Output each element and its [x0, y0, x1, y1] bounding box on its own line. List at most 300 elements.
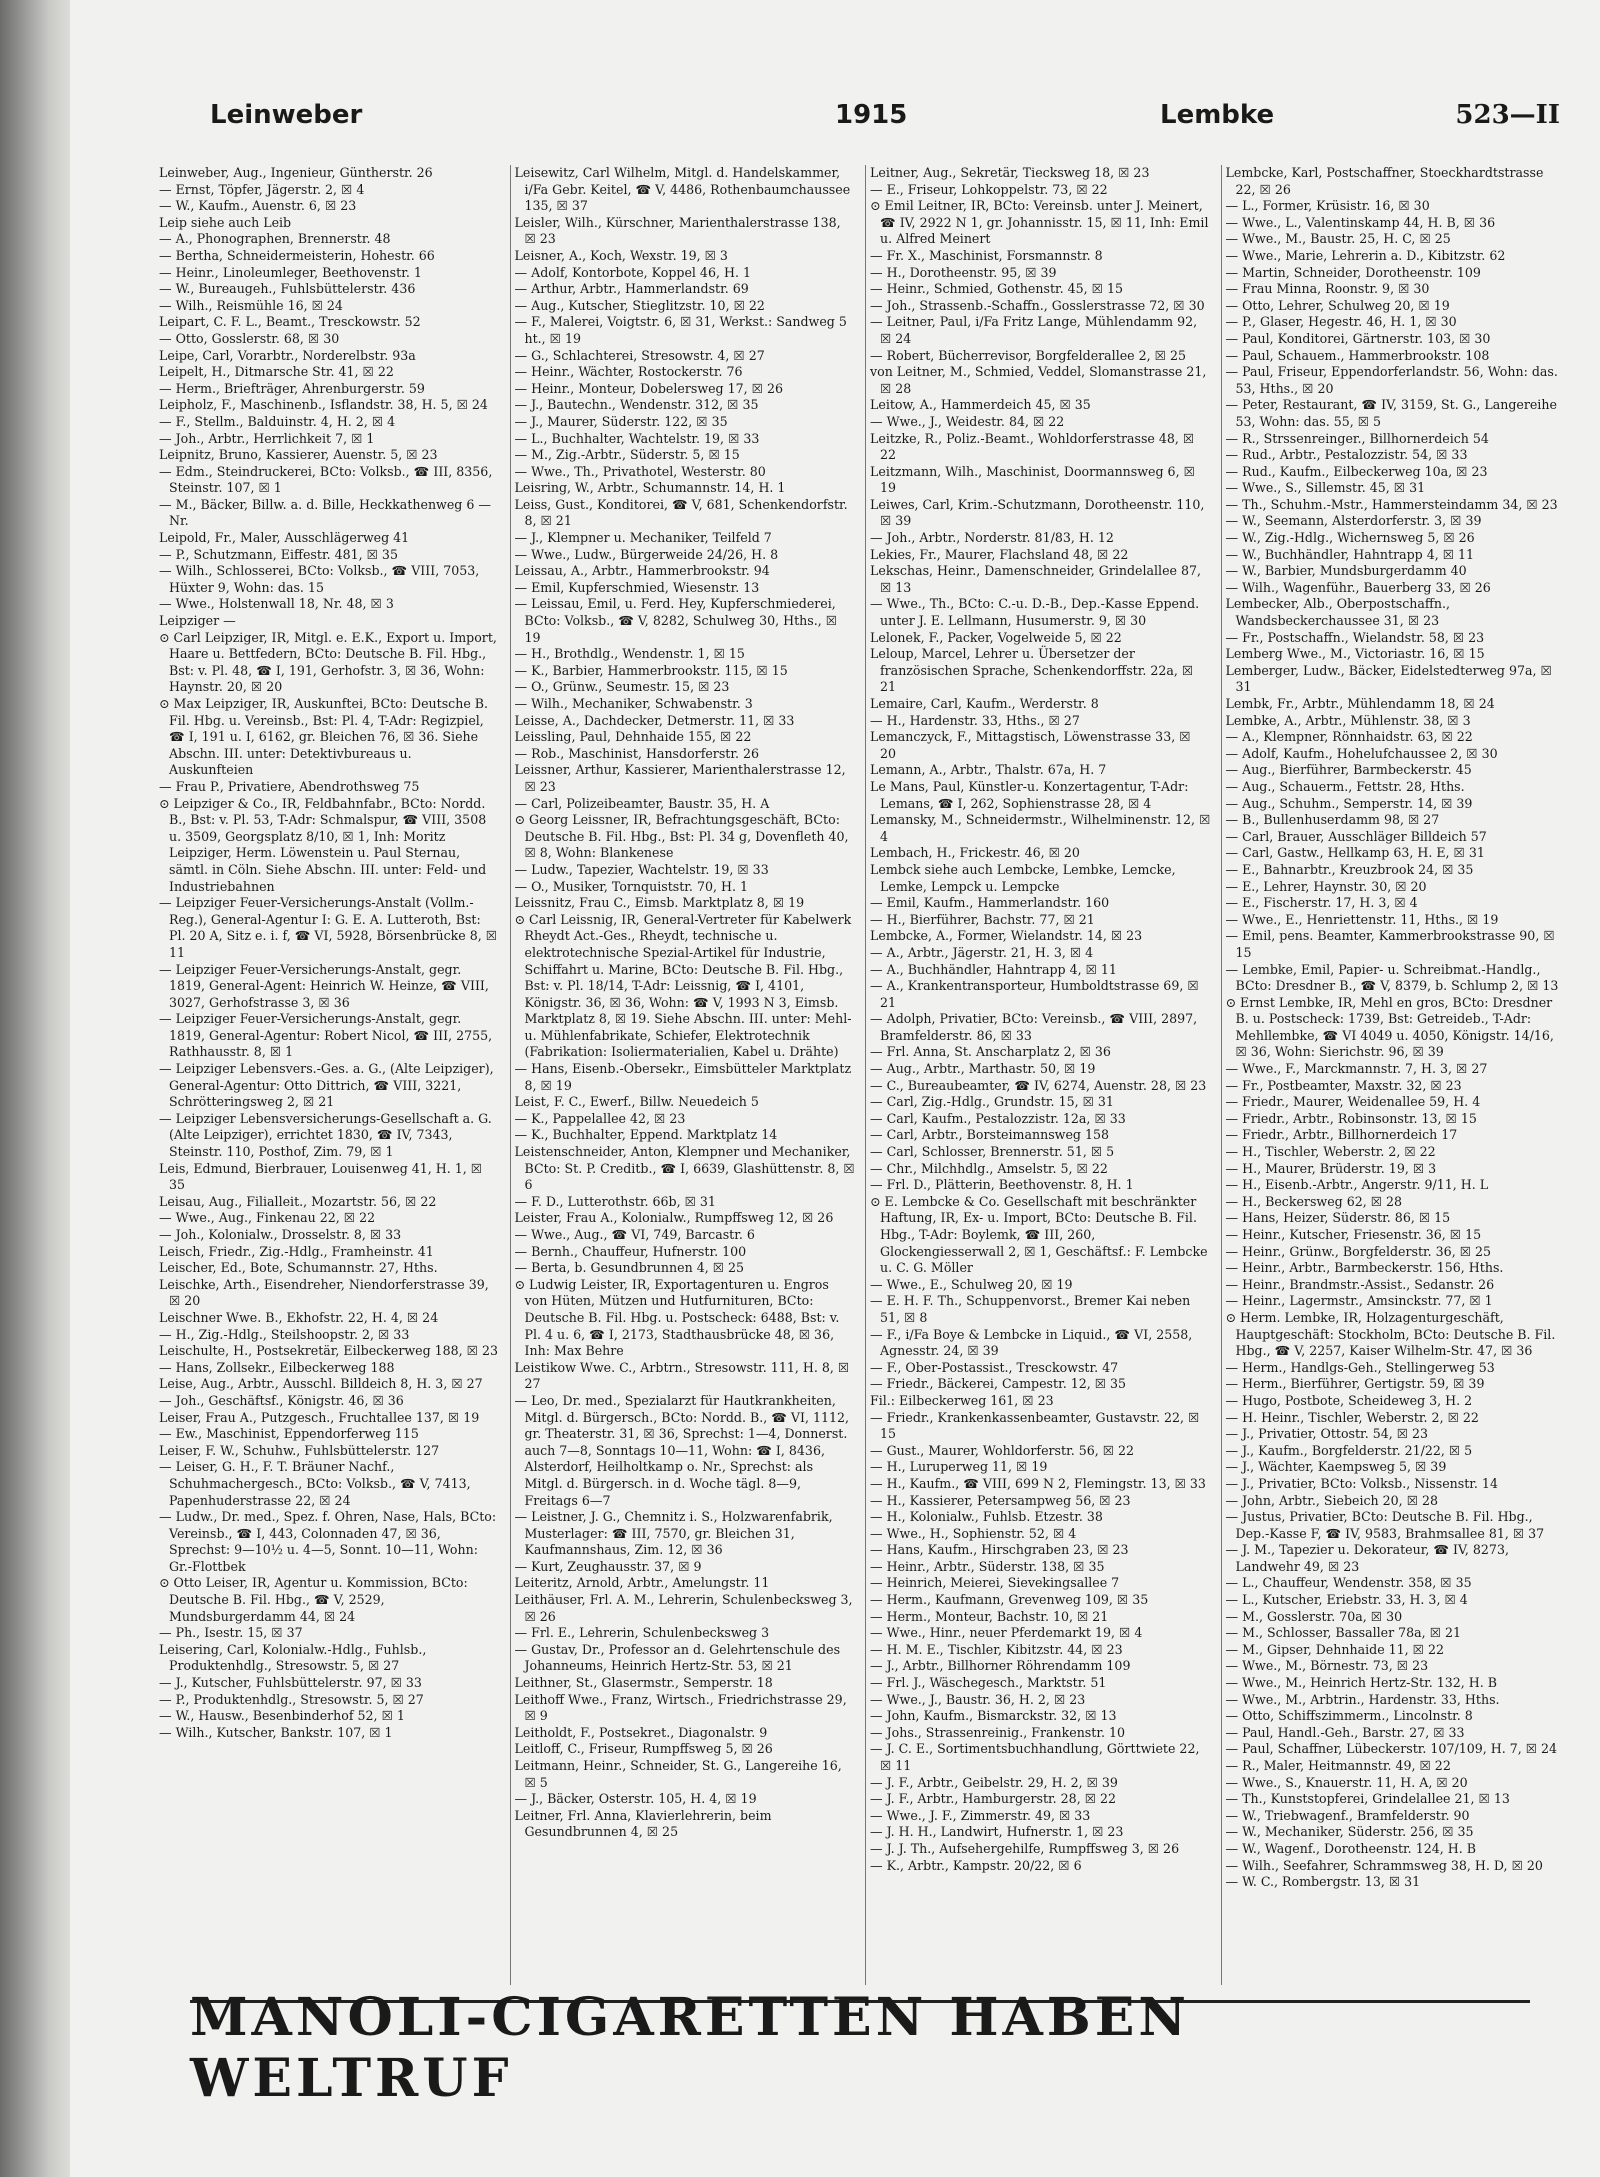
directory-entry: — Leiser, G. H., F. T. Bräuner Nachf., Schuhmachergesch., BCto: Volksb., ☎ V, 7413, Papenhuderstrasse 22, ☒ 24 [159, 1459, 471, 1508]
directory-entry: — Friedr., Arbtr., Billhornerdeich 17 [1225, 1127, 1458, 1143]
directory-entry: Leisring, W., Arbtr., Schumannstr. 14, H. 1 [514, 480, 786, 496]
directory-entry: — Leissau, Emil, u. Ferd. Hey, Kupferschmiederei, BCto: Volksb., ☎ V, 8282, Schulweg 30, Hths., ☒ 19 [514, 596, 838, 645]
directory-entry: — Heinr., Arbtr., Barmbeckerstr. 156, Hths. [1225, 1260, 1504, 1276]
directory-entry: — A., Buchhändler, Hahntrapp 4, ☒ 11 [870, 961, 1117, 977]
directory-entry: — E., Friseur, Lohkoppelstr. 73, ☒ 22 [870, 181, 1108, 197]
directory-entry: — J., Klempner u. Mechaniker, Teilfeld 7 [514, 530, 772, 546]
directory-entry: — M., Gipser, Dehnhaide 11, ☒ 22 [1225, 1641, 1444, 1657]
directory-entry: Leisering, Carl, Kolonialw.-Hdlg., Fuhlsb., Produktenhdlg., Stresowstr. 5, ☒ 27 [159, 1641, 427, 1674]
directory-entry: Lembk, Fr., Arbtr., Mühlendamm 18, ☒ 24 [1225, 696, 1495, 711]
header-left-word: Leinweber [210, 100, 363, 130]
directory-entry: — Friedr., Krankenkassenbeamter, Gustavstr. 22, ☒ 15 [870, 1409, 1200, 1442]
directory-entry: Leissling, Paul, Dehnhaide 155, ☒ 22 [514, 729, 752, 745]
directory-entry: — Kurt, Zeughausstr. 37, ☒ 9 [514, 1558, 702, 1574]
directory-entry: ⊙ Carl Leissnig, IR, General-Vertreter für Kabelwerk Rheydt Act.-Ges., Rheydt, technische u. elektrotechnische Spezial-Artikel für Industrie, Schiffahrt u. Marine, BCto: Deutsche B. Fil. Hbg., Bst: v. Pl. 18/14, T-Adr: Leissnig, ☎ I, 4101, Königstr. 36, ☒ 36, Wohn: ☎ V, 1993 N 3, Eimsb. Marktplatz 8, ☒ 19. Siehe Abschn. III. unter: Mehl- u. Mühlenfabrikate, Schiefer, Elektrotechnik (Fabrikation: Isoliermaterialien, Kabel u. Drähte) [514, 911, 852, 1060]
directory-entry: Leipart, C. F. L., Beamt., Tresckowstr. 52 [159, 314, 421, 330]
directory-entry: — J. H. H., Landwirt, Hufnerstr. 1, ☒ 23 [870, 1824, 1124, 1840]
directory-entry: — Th., Kunststopferei, Grindelallee 21, ☒ 13 [1225, 1791, 1510, 1807]
directory-entry: — Friedr., Bäckerei, Campestr. 12, ☒ 35 [870, 1376, 1127, 1392]
directory-entry: — P., Glaser, Hegestr. 46, H. 1, ☒ 30 [1225, 314, 1457, 330]
directory-entry: — K., Barbier, Hammerbrookstr. 115, ☒ 15 [514, 662, 788, 678]
directory-entry: Leischner Wwe. B., Ekhofstr. 22, H. 4, ☒ 24 [159, 1309, 439, 1325]
directory-entry: ⊙ Herm. Lembke, IR, Holzagenturgeschäft, Hauptgeschäft: Stockholm, BCto: Deutsche B. Fil. Hbg., ☎ V, 2257, Kaiser Wilhelm-Str. 47, ☒ 36 [1225, 1309, 1556, 1359]
directory-entry: — Leipziger Feuer-Versicherungs-Anstalt (Vollm.-Reg.), General-Agentur I: G. E. A. Lutteroth, Bst: Pl. 20 A, Sitz e. i. f, ☎ VI, 5928, Börsenbrücke 8, ☒ 11 [159, 895, 498, 960]
directory-entry: — Bertha, Schneidermeisterin, Hohestr. 66 [159, 247, 435, 263]
directory-entry: — Hans, Eisenb.-Obersekr., Eimsbütteler Marktplatz 8, ☒ 19 [514, 1061, 852, 1093]
directory-entry: — Wilh., Seefahrer, Schrammsweg 38, H. D, ☒ 20 [1225, 1857, 1543, 1873]
directory-entry: — Friedr., Arbtr., Robinsonstr. 13, ☒ 15 [1225, 1110, 1477, 1126]
directory-entry: — Heinr., Arbtr., Süderstr. 138, ☒ 35 [870, 1558, 1105, 1574]
directory-entry: — H., Tischler, Weberstr. 2, ☒ 22 [1225, 1144, 1436, 1160]
directory-entry: — A., Klempner, Rönnhaidstr. 63, ☒ 22 [1225, 729, 1473, 745]
directory-entry: — Leipziger Feuer-Versicherungs-Anstalt, gegr. 1819, General-Agent: Heinrich W. Heinze, ☎ VIII, 3027, Gerhofstrasse 3, ☒ 36 [159, 961, 489, 1010]
directory-entry: — J., Bäcker, Osterstr. 105, H. 4, ☒ 19 [514, 1791, 757, 1807]
directory-entry: — B., Bullenhuserdamm 98, ☒ 27 [1225, 812, 1440, 828]
directory-entry: — Joh., Kolonialw., Drosselstr. 8, ☒ 33 [159, 1227, 402, 1242]
directory-entry: Leitloff, C., Friseur, Rumpffsweg 5, ☒ 26 [514, 1741, 773, 1757]
directory-entry: — Heinr., Grünw., Borgfelderstr. 36, ☒ 25 [1225, 1243, 1492, 1259]
directory-entry: — H. M. E., Tischler, Kibitzstr. 44, ☒ 23 [870, 1641, 1123, 1657]
header-right-word: Lembke [1160, 100, 1275, 130]
directory-entry: — E., Bahnarbtr., Kreuzbrook 24, ☒ 35 [1225, 861, 1474, 877]
directory-entry: — Heinr., Kutscher, Friesenstr. 36, ☒ 15 [1225, 1227, 1482, 1242]
directory-entry: — Wwe., Hinr., neuer Pferdemarkt 19, ☒ 4 [870, 1625, 1143, 1641]
directory-entry: — Paul, Schaffner, Lübeckerstr. 107/109, H. 7, ☒ 24 [1225, 1741, 1558, 1757]
directory-entry: — Carl, Gastw., Hellkamp 63, H. E, ☒ 31 [1225, 845, 1485, 861]
directory-entry: — W., Kaufm., Auenstr. 6, ☒ 23 [159, 198, 357, 214]
directory-entry: — F. D., Lutterothstr. 66b, ☒ 31 [514, 1193, 716, 1209]
directory-entry: — J. F., Arbtr., Geibelstr. 29, H. 2, ☒ 39 [870, 1774, 1118, 1790]
directory-entry: — W. C., Rombergstr. 13, ☒ 31 [1225, 1874, 1421, 1890]
directory-entry: — Wwe., J., Baustr. 36, H. 2, ☒ 23 [870, 1691, 1086, 1707]
directory-entry: ⊙ Georg Leissner, IR, Befrachtungsgeschäft, BCto: Deutsche B. Fil. Hbg., Bst: Pl. 34 g, Dovenfleth 40, ☒ 8, Wohn: Blankenese [514, 812, 849, 861]
directory-entry: — Heinr., Monteur, Dobelersweg 17, ☒ 26 [514, 380, 783, 396]
directory-entry: Leitner, Aug., Sekretär, Tiecksweg 18, ☒ 23 [870, 165, 1150, 180]
directory-entry: — M., Gosslerstr. 70a, ☒ 30 [1225, 1608, 1403, 1624]
directory-entry: — L., Buchhalter, Wachtelstr. 19, ☒ 33 [514, 430, 760, 446]
directory-entry: — J. F., Arbtr., Hamburgerstr. 28, ☒ 22 [870, 1791, 1117, 1807]
directory-entry: Leiwes, Carl, Krim.-Schutzmann, Dorotheenstr. 110, ☒ 39 [870, 496, 1205, 529]
directory-entry: — Wwe., M., Baustr. 25, H. C, ☒ 25 [1225, 231, 1451, 247]
directory-entry: — Edm., Steindruckerei, BCto: Volksb., ☎ III, 8356, Steinstr. 107, ☒ 1 [159, 463, 493, 496]
directory-entry: — Wwe., Ludw., Bürgerweide 24/26, H. 8 [514, 546, 779, 562]
directory-entry: — Leipziger Lebensversicherungs-Gesellschaft a. G. (Alte Leipziger), errichtet 1830, ☎ IV, 7343, Steinstr. 110, Posthof, Zim. 79, ☒ 1 [159, 1110, 492, 1160]
directory-entry: Leitmann, Heinr., Schneider, St. G., Langereihe 16, ☒ 5 [514, 1758, 842, 1790]
directory-entry: — Ph., Isestr. 15, ☒ 37 [159, 1625, 303, 1641]
directory-entry: — Heinr., Wächter, Rostockerstr. 76 [514, 364, 743, 380]
directory-entry: — Ernst, Töpfer, Jägerstr. 2, ☒ 4 [159, 181, 365, 197]
directory-entry: — Aug., Schuhm., Semperstr. 14, ☒ 39 [1225, 795, 1473, 811]
directory-entry: — Herm., Kaufmann, Grevenweg 109, ☒ 35 [870, 1592, 1149, 1608]
directory-entry: — Carl, Kaufm., Pestalozzistr. 12a, ☒ 33 [870, 1110, 1126, 1126]
directory-entry: Leinweber, Aug., Ingenieur, Güntherstr. 26 [159, 165, 433, 180]
directory-entry: — Paul, Handl.-Geh., Barstr. 27, ☒ 33 [1225, 1724, 1465, 1740]
directory-entry: — H., Eisenb.-Arbtr., Angerstr. 9/11, H. L [1225, 1177, 1489, 1193]
directory-entry: — Peter, Restaurant, ☎ IV, 3159, St. G., Langereihe 53, Wohn: das. 55, ☒ 5 [1225, 397, 1557, 429]
directory-entry: — Heinr., Brandmstr.-Assist., Sedanstr. 26 [1225, 1276, 1495, 1292]
directory-entry: Leister, Frau A., Kolonialw., Rumpffsweg 12, ☒ 26 [514, 1210, 834, 1226]
directory-entry: Leipziger — [159, 613, 236, 629]
directory-entry: ⊙ Ludwig Leister, IR, Exportagenturen u. Engros von Hüten, Mützen und Hutfurnituren, BCto: Deutsche B. Fil. Hbg. u. Postscheck: 6488, Bst: v. Pl. 4 u. 6, ☎ I, 2173, Stadthausbrücke 48, ☒ 36, Inh: Max Behre [514, 1276, 840, 1359]
directory-entry: — Herm., Handlgs-Geh., Stellingerweg 53 [1225, 1359, 1495, 1375]
directory-entry: — H., Luruperweg 11, ☒ 19 [870, 1459, 1048, 1475]
directory-entry: — Wwe., J., Weidestr. 84, ☒ 22 [870, 413, 1065, 429]
directory-entry: — Bernh., Chauffeur, Hufnerstr. 100 [514, 1243, 747, 1259]
directory-entry: — M., Schlosser, Bassaller 78a, ☒ 21 [1225, 1625, 1462, 1641]
directory-entry: — Frl. E., Lehrerin, Schulenbecksweg 3 [514, 1625, 770, 1641]
directory-entry: — Wwe., H., Sophienstr. 52, ☒ 4 [870, 1525, 1077, 1541]
directory-column-4 [1221, 165, 1571, 1985]
directory-entry: Leissner, Arthur, Kassierer, Marienthalerstrasse 12, ☒ 23 [514, 762, 846, 794]
directory-entry: — Wilh., Wagenführ., Bauerberg 33, ☒ 26 [1225, 579, 1491, 595]
directory-entry: — W., Buchhändler, Hahntrapp 4, ☒ 11 [1225, 546, 1475, 562]
directory-entry: Lemberg Wwe., M., Victoriastr. 16, ☒ 15 [1225, 646, 1485, 662]
directory-entry: — Wwe., E., Henriettenstr. 11, Hths., ☒ 19 [1225, 911, 1499, 927]
directory-entry: Lembcke, Karl, Postschaffner, Stoeckhardtstrasse 22, ☒ 26 [1225, 165, 1544, 197]
directory-entry: — Paul, Friseur, Eppendorferlandstr. 56, Wohn: das. 53, Hths., ☒ 20 [1225, 364, 1558, 396]
directory-entry: — Hans, Kaufm., Hirschgraben 23, ☒ 23 [870, 1542, 1129, 1558]
directory-entry: — Herm., Bierführer, Gertigstr. 59, ☒ 39 [1225, 1376, 1485, 1392]
directory-entry: Lemaire, Carl, Kaufm., Werderstr. 8 [870, 696, 1099, 711]
directory-entry: — Hans, Zollsekr., Eilbeckerweg 188 [159, 1359, 395, 1375]
directory-entry: Lembck siehe auch Lembcke, Lembke, Lemcke, Lemke, Lempck u. Lempcke [870, 861, 1176, 894]
directory-entry: — Carl, Zig.-Hdlg., Grundstr. 15, ☒ 31 [870, 1094, 1114, 1110]
directory-entry: — A., Krankentransporteur, Humboldtstrasse 69, ☒ 21 [870, 978, 1199, 1010]
directory-entry: — Wwe., S., Sillemstr. 45, ☒ 31 [1225, 480, 1426, 496]
directory-entry: — Wilh., Reismühle 16, ☒ 24 [159, 297, 343, 313]
directory-entry: — J., Maurer, Süderstr. 122, ☒ 35 [514, 413, 728, 429]
directory-entry: — Wwe., Aug., ☎ VI, 749, Barcastr. 6 [514, 1227, 755, 1242]
directory-entry: — Aug., Kutscher, Stieglitzstr. 10, ☒ 22 [514, 297, 765, 313]
directory-entry: Leiser, Frau A., Putzgesch., Fruchtallee 137, ☒ 19 [159, 1409, 480, 1425]
directory-entry: — J., Kaufm., Borgfelderstr. 21/22, ☒ 5 [1225, 1442, 1473, 1458]
directory-entry: — J. M., Tapezier u. Dekorateur, ☎ IV, 8273, Landwehr 49, ☒ 23 [1225, 1542, 1509, 1574]
directory-entry: Leipold, Fr., Maler, Ausschlägerweg 41 [159, 530, 410, 546]
directory-entry: Leitholdt, F., Postsekret., Diagonalstr. 9 [514, 1724, 768, 1740]
directory-entry: — Wwe., Aug., Finkenau 22, ☒ 22 [159, 1210, 376, 1226]
directory-entry: — Fr., Postschaffn., Wielandstr. 58, ☒ 23 [1225, 629, 1485, 645]
directory-entry: Leithner, St., Glasermstr., Semperstr. 18 [514, 1675, 773, 1691]
header-year: 1915 [835, 100, 908, 130]
directory-entry: von Leitner, M., Schmied, Veddel, Slomanstrasse 21, ☒ 28 [870, 364, 1207, 396]
directory-entry: — Otto, Schiffszimmerm., Lincolnstr. 8 [1225, 1708, 1473, 1724]
directory-entry: — O., Grünw., Seumestr. 15, ☒ 23 [514, 679, 730, 695]
directory-entry: Leisch, Friedr., Zig.-Hdlg., Framheinstr. 41 [159, 1243, 434, 1259]
directory-entry: — M., Zig.-Arbtr., Süderstr. 5, ☒ 15 [514, 447, 740, 463]
directory-column-1 [155, 165, 504, 1985]
directory-entry: — F., Malerei, Voigtstr. 6, ☒ 31, Werkst.: Sandweg 5 ht., ☒ 19 [514, 314, 847, 346]
directory-entry: Leistenschneider, Anton, Klempner und Mechaniker, BCto: St. P. Creditb., ☎ I, 6639, Glashüttenstr. 8, ☒ 6 [514, 1144, 855, 1193]
directory-entry: — W., Seemann, Alsterdorferstr. 3, ☒ 39 [1225, 513, 1482, 529]
directory-entry: — Justus, Privatier, BCto: Deutsche B. Fil. Hbg., Dep.-Kasse F, ☎ IV, 9583, Brahmsallee 81, ☒ 37 [1225, 1509, 1545, 1541]
directory-entry: — Wwe., Th., Privathotel, Westerstr. 80 [514, 463, 766, 479]
directory-entry: — Carl, Brauer, Ausschläger Billdeich 57 [1225, 828, 1487, 844]
directory-entry: — Heinrich, Meierei, Sievekingsallee 7 [870, 1575, 1120, 1591]
directory-entry: — F., Ober-Postassist., Tresckowstr. 47 [870, 1359, 1119, 1375]
directory-entry: — W., Zig.-Hdlg., Wichernsweg 5, ☒ 26 [1225, 530, 1475, 546]
directory-entry: Leiser, F. W., Schuhw., Fuhlsbüttelerstr. 127 [159, 1442, 440, 1458]
directory-entry: ⊙ Leipziger & Co., IR, Feldbahnfabr., BCto: Nordd. B., Bst: v. Pl. 53, T-Adr: Schmalspur, ☎ VIII, 3508 u. 3509, Georgsplatz 8/10, ☒ 1, Inh: Moritz Leipziger, Herm. Löwenstein u. Paul Sternau, sämtl. in Cöln. Siehe Abschn. III. unter: Feld- und Industriebahnen [159, 795, 487, 894]
directory-entry: — Johs., Strassenreinig., Frankenstr. 10 [870, 1724, 1125, 1740]
directory-entry: Lembke, A., Arbtr., Mühlenstr. 38, ☒ 3 [1225, 712, 1471, 728]
directory-entry: — Rud., Kaufm., Eilbeckerweg 10a, ☒ 23 [1225, 463, 1488, 479]
directory-entry: — J. J. Th., Aufsehergehilfe, Rumpffsweg 3, ☒ 26 [870, 1840, 1180, 1856]
directory-entry: — R., Maler, Heitmannstr. 49, ☒ 22 [1225, 1758, 1451, 1773]
directory-entry: — John, Kaufm., Bismarckstr. 32, ☒ 13 [870, 1708, 1117, 1724]
directory-entry: — Hugo, Postbote, Scheideweg 3, H. 2 [1225, 1392, 1473, 1408]
directory-entry: — Emil, Kupferschmied, Wiesenstr. 13 [514, 579, 760, 595]
directory-entry: — J., Kutscher, Fuhlsbüttelerstr. 97, ☒ 33 [159, 1675, 422, 1691]
directory-entry: Leist, F. C., Ewerf., Billw. Neuedeich 5 [514, 1094, 759, 1110]
directory-entry: — Herm., Briefträger, Ahrenburgerstr. 59 [159, 380, 425, 396]
directory-entry: — Joh., Strassenb.-Schaffn., Gosslerstrasse 72, ☒ 30 [870, 297, 1205, 313]
directory-entry: — L., Former, Krüsistr. 16, ☒ 30 [1225, 198, 1430, 214]
directory-entry: — Emil, pens. Beamter, Kammerbrookstrasse 90, ☒ 15 [1225, 928, 1555, 960]
directory-entry: — K., Buchhalter, Eppend. Marktplatz 14 [514, 1127, 778, 1143]
directory-entry: — Heinr., Schmied, Gothenstr. 45, ☒ 15 [870, 281, 1123, 297]
page-number: 523—II [1455, 100, 1560, 130]
directory-entry: — E. H. F. Th., Schuppenvorst., Bremer Kai neben 51, ☒ 8 [870, 1293, 1191, 1325]
directory-entry: — Fr. X., Maschinist, Forsmannstr. 8 [870, 247, 1103, 263]
directory-entry: — John, Arbtr., Siebeich 20, ☒ 28 [1225, 1492, 1439, 1508]
directory-entry: — H., Dorotheenstr. 95, ☒ 39 [870, 264, 1057, 280]
directory-entry: — C., Bureaubeamter, ☎ IV, 6274, Auenstr. 28, ☒ 23 [870, 1077, 1207, 1093]
directory-entry: Leisau, Aug., Filialleit., Mozartstr. 56, ☒ 22 [159, 1193, 437, 1209]
directory-entry: — W., Triebwagenf., Bramfelderstr. 90 [1225, 1807, 1470, 1823]
directory-entry: — Otto, Lehrer, Schulweg 20, ☒ 19 [1225, 297, 1450, 313]
directory-entry: — Wwe., M., Börnestr. 73, ☒ 23 [1225, 1658, 1429, 1674]
directory-entry: — H., Maurer, Brüderstr. 19, ☒ 3 [1225, 1160, 1437, 1176]
directory-entry: Leithäuser, Frl. A. M., Lehrerin, Schulenbecksweg 3, ☒ 26 [514, 1592, 853, 1624]
directory-entry: Leischer, Ed., Bote, Schumannstr. 27, Hths. [159, 1260, 438, 1276]
directory-entry: — L., Chauffeur, Wendenstr. 358, ☒ 35 [1225, 1575, 1472, 1591]
directory-entry: — L., Kutscher, Eriebstr. 33, H. 3, ☒ 4 [1225, 1592, 1468, 1608]
directory-entry: — Arthur, Arbtr., Hammerlandstr. 69 [514, 281, 749, 297]
directory-entry: — H., Kolonialw., Fuhlsb. Etzestr. 38 [870, 1509, 1103, 1525]
directory-entry: Lekschas, Heinr., Damenschneider, Grindelallee 87, ☒ 13 [870, 563, 1202, 595]
directory-entry: Leipelt, H., Ditmarsche Str. 41, ☒ 22 [159, 364, 394, 380]
directory-entry: Leithoff Wwe., Franz, Wirtsch., Friedrichstrasse 29, ☒ 9 [514, 1691, 847, 1724]
directory-entry: — Leistner, J. G., Chemnitz i. S., Holzwarenfabrik, Musterlager: ☎ III, 7570, gr. Bleichen 31, Kaufmannshaus, Zim. 12, ☒ 36 [514, 1509, 833, 1558]
directory-entry: — Gust., Maurer, Wohldorferstr. 56, ☒ 22 [870, 1442, 1135, 1458]
book-spine [0, 0, 70, 2177]
directory-entry: — Leipziger Lebensvers.-Ges. a. G., (Alte Leipziger), General-Agentur: Otto Dittrich, ☎ VIII, 3221, Schrötteringsweg 2, ☒ 21 [159, 1061, 494, 1110]
directory-entry: — Herm., Monteur, Bachstr. 10, ☒ 21 [870, 1608, 1109, 1624]
directory-entry: — E., Lehrer, Haynstr. 30, ☒ 20 [1225, 878, 1427, 894]
directory-entry: — J. C. E., Sortimentsbuchhandlung, Görttwiete 22, ☒ 11 [870, 1741, 1200, 1773]
directory-entry: — P., Produktenhdlg., Stresowstr. 5, ☒ 27 [159, 1691, 424, 1707]
directory-entry: — Martin, Schneider, Dorotheenstr. 109 [1225, 264, 1481, 280]
directory-entry: — Wwe., M., Heinrich Hertz-Str. 132, H. B [1225, 1675, 1498, 1691]
directory-entry: Leise, Aug., Arbtr., Ausschl. Billdeich 8, H. 3, ☒ 27 [159, 1376, 483, 1392]
directory-entry: Fil.: Eilbeckerweg 161, ☒ 23 [870, 1392, 1054, 1408]
directory-entry: — Friedr., Maurer, Weidenallee 59, H. 4 [1225, 1094, 1481, 1110]
directory-entry: — Heinr., Linoleumleger, Beethovenstr. 1 [159, 264, 422, 280]
directory-entry: — J., Privatier, Ottostr. 54, ☒ 23 [1225, 1426, 1429, 1442]
directory-entry: — Joh., Arbtr., Norderstr. 81/83, H. 12 [870, 530, 1114, 546]
directory-entry: — Wwe., J. F., Zimmerstr. 49, ☒ 33 [870, 1807, 1091, 1823]
directory-entry: — K., Pappelallee 42, ☒ 23 [514, 1110, 686, 1126]
directory-entry: — Paul, Schauem., Hammerbrookstr. 108 [1225, 347, 1490, 363]
directory-entry: Leloup, Marcel, Lehrer u. Übersetzer der französischen Sprache, Schenkendorffstr. 22a, ☒ 21 [870, 646, 1194, 695]
directory-entry: — H., Kaufm., ☎ VIII, 699 N 2, Flemingstr. 13, ☒ 33 [870, 1475, 1206, 1491]
directory-entry: — F., i/Fa Boye & Lembcke in Liquid., ☎ VI, 2558, Agnesstr. 24, ☒ 39 [870, 1326, 1193, 1359]
directory-entry: — G., Schlachterei, Stresowstr. 4, ☒ 27 [514, 347, 765, 363]
directory-entry: — F., Stellm., Balduinstr. 4, H. 2, ☒ 4 [159, 413, 396, 429]
directory-entry: Le Mans, Paul, Künstler-u. Konzertagentur, T-Adr: Lemans, ☎ I, 262, Sophienstrasse 28, ☒ 4 [870, 778, 1189, 811]
directory-entry: — Rob., Maschinist, Hansdorferstr. 26 [514, 745, 760, 761]
advert-text: MANOLI-CIGARETTEN HABEN WELTRUF [190, 1987, 1190, 2109]
directory-entry: Lekies, Fr., Maurer, Flachsland 48, ☒ 22 [870, 546, 1129, 562]
directory-entry: — Wwe., M., Arbtrin., Hardenstr. 33, Hths. [1225, 1691, 1500, 1707]
directory-entry: Leischke, Arth., Eisendreher, Niendorferstrasse 39, ☒ 20 [159, 1276, 489, 1309]
directory-entry: — H., Brothdlg., Wendenstr. 1, ☒ 15 [514, 646, 745, 662]
directory-entry: — W., Bureaugeh., Fuhlsbüttelerstr. 436 [159, 281, 416, 297]
directory-entry: — Wwe., L., Valentinskamp 44, H. B, ☒ 36 [1225, 214, 1496, 230]
directory-entry: — Wwe., S., Knauerstr. 11, H. A, ☒ 20 [1225, 1774, 1468, 1790]
directory-entry: — H., Zig.-Hdlg., Steilshoopstr. 2, ☒ 33 [159, 1326, 410, 1342]
directory-entry: — Frl. Anna, St. Anscharplatz 2, ☒ 36 [870, 1044, 1111, 1060]
directory-entry: — Wilh., Schlosserei, BCto: Volksb., ☎ VIII, 7053, Hüxter 9, Wohn: das. 15 [159, 563, 480, 595]
directory-entry: — W., Hausw., Besenbinderhof 52, ☒ 1 [159, 1708, 405, 1724]
directory-entry: — A., Arbtr., Jägerstr. 21, H. 3, ☒ 4 [870, 944, 1094, 960]
directory-entry: — Wilh., Mechaniker, Schwabenstr. 3 [514, 696, 753, 711]
directory-entry: — H., Hardenstr. 33, Hths., ☒ 27 [870, 712, 1080, 728]
directory-entry: — Lembke, Emil, Papier- u. Schreibmat.-Handlg., BCto: Dresdner B., ☎ V, 8379, b. Schlump 2, ☒ 13 [1225, 961, 1559, 994]
directory-entry: — Paul, Konditorei, Gärtnerstr. 103, ☒ 30 [1225, 330, 1491, 346]
directory-entry: Leisewitz, Carl Wilhelm, Mitgl. d. Handelskammer, i/Fa Gebr. Keitel, ☎ V, 4486, Rothenbaumchaussee 135, ☒ 37 [514, 165, 851, 214]
directory-entry: — Aug., Bierführer, Barmbeckerstr. 45 [1225, 762, 1472, 778]
directory-entry: — J., Arbtr., Billhorner Röhrendamm 109 [870, 1658, 1131, 1674]
directory-entry: — Wwe., F., Marckmannstr. 7, H. 3, ☒ 27 [1225, 1061, 1488, 1077]
directory-entry: — H. Heinr., Tischler, Weberstr. 2, ☒ 22 [1225, 1409, 1479, 1425]
directory-entry: — Ludw., Dr. med., Spez. f. Ohren, Nase, Hals, BCto: Vereinsb., ☎ I, 443, Colonnaden 47, ☒ 36, Sprechst: 9—10½ u. 4—5, Sonnt. 10—11, Wohn: Gr.-Flottbek [159, 1509, 497, 1574]
directory-entry: — Emil, Kaufm., Hammerlandstr. 160 [870, 895, 1110, 911]
directory-entry: Leipe, Carl, Vorarbtr., Norderelbstr. 93a [159, 347, 416, 363]
directory-entry: Leissnitz, Frau C., Eimsb. Marktplatz 8, ☒ 19 [514, 895, 805, 911]
directory-entry: Lembach, H., Frickestr. 46, ☒ 20 [870, 845, 1080, 861]
directory-entry: Leis, Edmund, Bierbrauer, Louisenweg 41, H. 1, ☒ 35 [159, 1160, 483, 1193]
directory-entry: ⊙ Carl Leipziger, IR, Mitgl. e. E.K., Export u. Import, Haare u. Bettfedern, BCto: Deutsche B. Fil. Hbg., Bst: v. Pl. 48, ☎ I, 191, Gerhofstr. 3, ☒ 36, Wohn: Haynstr. 20, ☒ 20 [159, 629, 497, 695]
directory-entry: — Wwe., E., Schulweg 20, ☒ 19 [870, 1276, 1073, 1292]
directory-entry: — Wilh., Kutscher, Bankstr. 107, ☒ 1 [159, 1724, 393, 1740]
directory-entry: — H., Kassierer, Petersampweg 56, ☒ 23 [870, 1492, 1131, 1508]
directory-entry: — Otto, Gosslerstr. 68, ☒ 30 [159, 330, 340, 346]
directory-entry: Leiteritz, Arnold, Arbtr., Amelungstr. 11 [514, 1575, 770, 1591]
directory-entry: Leisner, A., Koch, Wexstr. 19, ☒ 3 [514, 247, 728, 263]
directory-entry: — R., Strssenreinger., Billhornerdeich 54 [1225, 430, 1489, 446]
directory-entry: — E., Fischerstr. 17, H. 3, ☒ 4 [1225, 895, 1418, 911]
directory-entry: — Aug., Schauerm., Fettstr. 28, Hths. [1225, 778, 1465, 794]
directory-entry: Lemann, A., Arbtr., Thalstr. 67a, H. 7 [870, 762, 1107, 778]
directory-entry: Leistikow Wwe. C., Arbtrn., Stresowstr. 111, H. 8, ☒ 27 [514, 1359, 850, 1392]
directory-entry: — W., Wagenf., Dorotheenstr. 124, H. B [1225, 1840, 1476, 1856]
directory-entry: ⊙ Emil Leitner, IR, BCto: Vereinsb. unter J. Meinert, ☎ IV, 2922 N 1, gr. Johannisstr. 15, ☒ 11, Inh: Emil u. Alfred Meinert [870, 198, 1209, 247]
directory-entry: — J., Bautechn., Wendenstr. 312, ☒ 35 [514, 397, 759, 413]
directory-entry: Leisler, Wilh., Kürschner, Marienthalerstrasse 138, ☒ 23 [514, 214, 841, 247]
directory-entry: — Berta, b. Gesundbrunnen 4, ☒ 25 [514, 1260, 745, 1276]
directory-entry: — Adolph, Privatier, BCto: Vereinsb., ☎ VIII, 2897, Bramfelderstr. 86, ☒ 33 [870, 1011, 1198, 1043]
page-header [130, 100, 1560, 140]
advert-banner [190, 1987, 1530, 2109]
directory-entry: ⊙ Otto Leiser, IR, Agentur u. Kommission, BCto: Deutsche B. Fil. Hbg., ☎ V, 2529, Mundsburgerdamm 44, ☒ 24 [159, 1575, 468, 1624]
directory-entry: — Frl. J., Wäschegesch., Marktstr. 51 [870, 1675, 1107, 1691]
directory-entry: — O., Musiker, Tornquiststr. 70, H. 1 [514, 878, 748, 894]
directory-entry: — H., Beckersweg 62, ☒ 28 [1225, 1193, 1403, 1209]
directory-entry: — Carl, Schlosser, Brennerstr. 51, ☒ 5 [870, 1144, 1115, 1160]
directory-entry: Leischulte, H., Postsekretär, Eilbeckerweg 188, ☒ 23 [159, 1343, 499, 1359]
directory-entry: Leiss, Gust., Konditorei, ☎ V, 681, Schenkendorfstr. 8, ☒ 21 [514, 496, 848, 529]
directory-entry: — H., Bierführer, Bachstr. 77, ☒ 21 [870, 911, 1095, 927]
directory-entry: — Ludw., Tapezier, Wachtelstr. 19, ☒ 33 [514, 861, 769, 877]
directory-entry: — Fr., Postbeamter, Maxstr. 32, ☒ 23 [1225, 1077, 1462, 1093]
directory-entry: — Robert, Bücherrevisor, Borgfelderallee 2, ☒ 25 [870, 347, 1186, 363]
directory-entry: Lelonek, F., Packer, Vogelweide 5, ☒ 22 [870, 629, 1122, 645]
directory-entry: — Wwe., Holstenwall 18, Nr. 48, ☒ 3 [159, 596, 394, 612]
directory-entry: — P., Schutzmann, Eiffestr. 481, ☒ 35 [159, 546, 398, 562]
directory-columns [155, 165, 1570, 1985]
directory-entry: Leitow, A., Hammerdeich 45, ☒ 35 [870, 397, 1091, 413]
directory-entry: — Wwe., Th., BCto: C.-u. D.-B., Dep.-Kasse Eppend. unter J. E. Lellmann, Husumerstr. 9, ☒ 30 [870, 596, 1200, 629]
directory-entry: — Th., Schuhm.-Mstr., Hammersteindamm 34, ☒ 23 [1225, 496, 1558, 512]
directory-entry: ⊙ E. Lembcke & Co. Gesellschaft mit beschränkter Haftung, IR, Ex- u. Import, BCto: Deutsche B. Fil. Hbg., T-Adr: Boylemk, ☎ III, 260, Glockengiesserwall 2, ☒ 1, Geschäftsf.: F. Lembcke u. C. G. Möller [870, 1193, 1208, 1276]
directory-entry: — Carl, Polizeibeamter, Baustr. 35, H. A [514, 795, 770, 811]
directory-entry: — Frau P., Privatiere, Abendrothsweg 75 [159, 778, 420, 794]
directory-entry: — Chr., Milchhdlg., Amselstr. 5, ☒ 22 [870, 1160, 1108, 1176]
directory-entry: Leisse, A., Dachdecker, Detmerstr. 11, ☒ 33 [514, 712, 795, 728]
directory-entry: — Carl, Arbtr., Borsteimannsweg 158 [870, 1127, 1110, 1143]
directory-page [70, 0, 1600, 2177]
directory-entry: Lemansky, M., Schneidermstr., Wilhelminenstr. 12, ☒ 4 [870, 812, 1211, 844]
directory-entry: Lembecker, Alb., Oberpostschaffn., Wandsbeckerchaussee 31, ☒ 23 [1225, 596, 1450, 629]
directory-entry: Lemanczyck, F., Mittagstisch, Löwenstrasse 33, ☒ 20 [870, 729, 1191, 761]
directory-entry: — Frau Minna, Roonstr. 9, ☒ 30 [1225, 281, 1430, 297]
directory-entry: — Adolf, Kontorbote, Koppel 46, H. 1 [514, 264, 751, 280]
directory-entry: — Heinr., Lagermstr., Amsinckstr. 77, ☒ 1 [1225, 1293, 1493, 1309]
directory-entry: ⊙ Max Leipziger, IR, Auskunftei, BCto: Deutsche B. Fil. Hbg. u. Vereinsb., Bst: Pl. 4, T-Adr: Regizpiel, ☎ I, 191 u. I, 6162, gr. Bleichen 76, ☒ 36. Siehe Abschn. III. unter: Detektivbureaus u. Auskunfteien [159, 696, 489, 778]
directory-entry: — Frl. D., Plätterin, Beethovenstr. 8, H. 1 [870, 1177, 1134, 1193]
directory-column-2 [510, 165, 860, 1985]
directory-entry: Leissau, A., Arbtr., Hammerbrookstr. 94 [514, 563, 770, 579]
directory-entry: — Aug., Arbtr., Marthastr. 50, ☒ 19 [870, 1061, 1096, 1077]
directory-entry: — A., Phonographen, Brennerstr. 48 [159, 231, 391, 247]
directory-entry: — Wwe., Marie, Lehrerin a. D., Kibitzstr. 62 [1225, 247, 1506, 263]
directory-entry: — W., Mechaniker, Süderstr. 256, ☒ 35 [1225, 1824, 1474, 1840]
directory-entry: Leip siehe auch Leib [159, 214, 292, 230]
directory-entry: — K., Arbtr., Kampstr. 20/22, ☒ 6 [870, 1857, 1082, 1873]
directory-entry: — Joh., Arbtr., Herrlichkeit 7, ☒ 1 [159, 430, 375, 446]
directory-entry: — J., Wächter, Kaempsweg 5, ☒ 39 [1225, 1459, 1447, 1475]
directory-entry: — Leipziger Feuer-Versicherungs-Anstalt, gegr. 1819, General-Agentur: Robert Nicol, ☎ III, 2755, Rathhausstr. 8, ☒ 1 [159, 1011, 493, 1060]
directory-entry: Leitner, Frl. Anna, Klavierlehrerin, beim Gesundbrunnen 4, ☒ 25 [514, 1807, 772, 1840]
directory-entry: — M., Bäcker, Billw. a. d. Bille, Heckkathenweg 6 — Nr. [159, 496, 491, 529]
directory-entry: Leitzmann, Wilh., Maschinist, Doormannsweg 6, ☒ 19 [870, 463, 1195, 496]
directory-entry: — Hans, Heizer, Süderstr. 86, ☒ 15 [1225, 1210, 1451, 1226]
directory-entry: — Ew., Maschinist, Eppendorferweg 115 [159, 1426, 419, 1442]
directory-entry: — Joh., Geschäftsf., Königstr. 46, ☒ 36 [159, 1392, 404, 1408]
directory-entry: Lemberger, Ludw., Bäcker, Eidelstedterweg 97a, ☒ 31 [1225, 662, 1552, 695]
directory-entry: — Leo, Dr. med., Spezialarzt für Hautkrankheiten, Mitgl. d. Bürgersch., BCto: Nordd. B., ☎ VI, 1112, gr. Theaterstr. 31, ☒ 36, Sprechst: 1—4, Donnerst. auch 7—8, Sonntags 10—11, Wohn: ☎ I, 8436, Alsterdorf, Heilholtkamp o. Nr., Sprechst: als Mitgl. d. Bürgersch. in d. Woche tägl. 8—9, Freitags 6—7 [514, 1392, 850, 1508]
directory-entry: Lembcke, A., Former, Wielandstr. 14, ☒ 23 [870, 928, 1143, 944]
directory-entry: — J., Privatier, BCto: Volksb., Nissenstr. 14 [1225, 1475, 1498, 1491]
directory-entry: — W., Barbier, Mundsburgerdamm 40 [1225, 563, 1467, 579]
directory-entry: — Rud., Arbtr., Pestalozzistr. 54, ☒ 33 [1225, 447, 1468, 463]
directory-column-3 [865, 165, 1215, 1985]
directory-entry: — Gustav, Dr., Professor an d. Gelehrtenschule des Johanneums, Heinrich Hertz-Str. 53, ☒ 21 [514, 1641, 841, 1674]
directory-entry: Leitzke, R., Poliz.-Beamt., Wohldorferstrasse 48, ☒ 22 [870, 430, 1195, 463]
directory-entry: Leipnitz, Bruno, Kassierer, Auenstr. 5, ☒ 23 [159, 447, 438, 463]
directory-entry: — Leitner, Paul, i/Fa Fritz Lange, Mühlendamm 92, ☒ 24 [870, 314, 1198, 346]
